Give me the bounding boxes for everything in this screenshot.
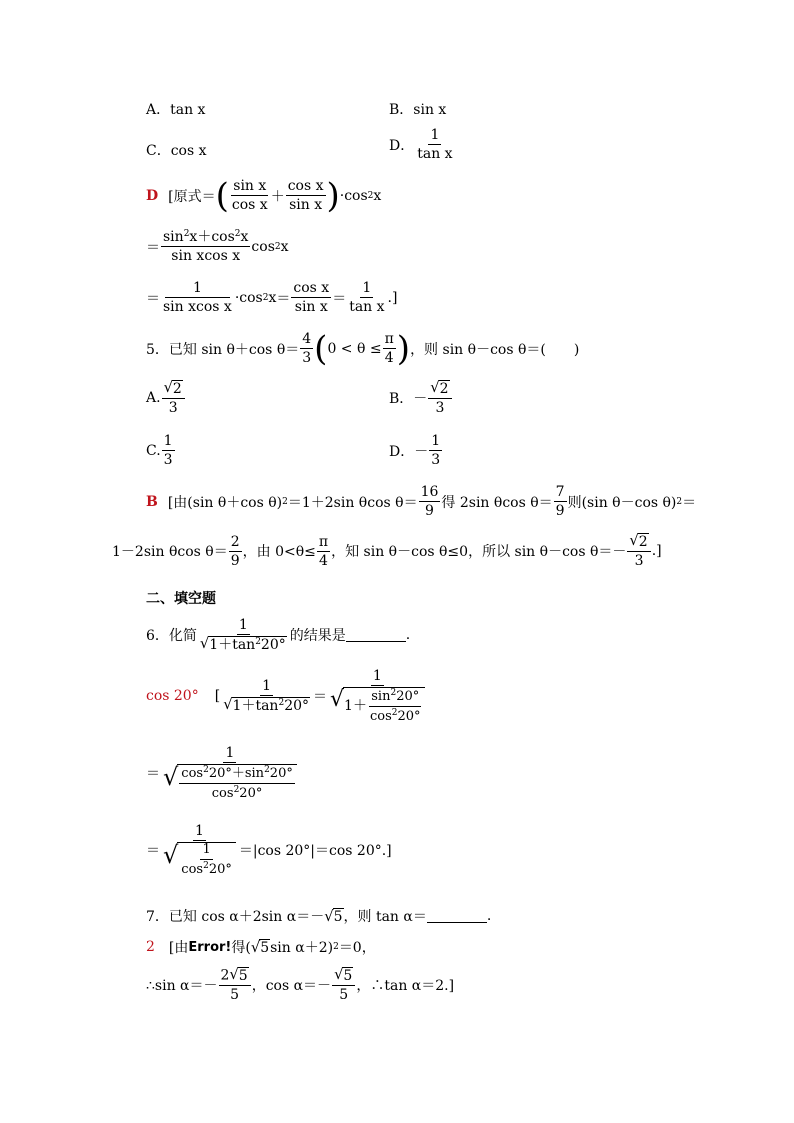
- text: 2: [220, 967, 230, 984]
- fraction: [286, 178, 326, 213]
- fraction-numerator: 1: [428, 127, 441, 145]
- fraction-numerator: cos x: [291, 280, 331, 298]
- text: ∴sin α＝－: [146, 978, 218, 995]
- radicand: [232, 697, 310, 714]
- sqrt: √ 2: [629, 532, 648, 550]
- fraction-denominator: 4: [384, 350, 394, 367]
- q5-solution-line-1: [146, 484, 696, 519]
- text: [由: [168, 940, 189, 956]
- fraction: [383, 331, 396, 366]
- radicand: 5: [333, 908, 343, 925]
- text: 得 2sin θcos θ＝: [441, 494, 553, 511]
- text: 20°: [397, 709, 421, 725]
- fraction-denominator: 9: [230, 552, 240, 569]
- text: ＝1＋2sin θcos θ＝: [287, 494, 418, 511]
- fraction: [300, 331, 313, 366]
- radicand: 2: [439, 381, 449, 397]
- fraction-denominator: [221, 696, 312, 714]
- fraction-numerator: 1: [200, 843, 212, 860]
- q5-answer: B: [146, 493, 158, 510]
- question-text: ，则 tan α＝: [343, 909, 427, 925]
- fraction-numerator: 1: [237, 617, 250, 635]
- fraction: [219, 967, 251, 1003]
- text: ＝|cos 20°|＝cos 20°.]: [238, 843, 392, 860]
- exponent: 2: [203, 861, 209, 872]
- text: sin: [163, 229, 184, 245]
- fraction: [317, 534, 330, 569]
- radicand: [343, 687, 424, 725]
- fraction-denominator: 5: [230, 987, 240, 1004]
- exponent: 2: [676, 496, 683, 507]
- text: 20°: [260, 637, 286, 654]
- plus-sign: ＋: [270, 188, 285, 205]
- text: ，知 sin θ－cos θ≤0，所以 sin θ－cos θ＝－: [331, 544, 627, 561]
- paren-right: ): [396, 328, 411, 369]
- equals-sign: ＝: [276, 290, 291, 307]
- fraction-denominator: cos x: [231, 197, 268, 214]
- exponent: 2: [367, 190, 374, 201]
- fraction: [162, 380, 185, 416]
- exponent: 2: [234, 229, 241, 239]
- q4-option-d-label: D．: [389, 137, 415, 154]
- paren-left: (: [314, 328, 328, 369]
- text: .: [405, 627, 411, 644]
- fraction: [428, 380, 451, 416]
- text: x: [280, 238, 289, 255]
- fraction: [221, 678, 312, 714]
- fraction-denominator: [368, 707, 423, 725]
- equals-sign: ＝: [146, 843, 160, 860]
- text: x: [373, 187, 382, 204]
- fraction-numerator: 1: [360, 280, 373, 298]
- exponent: 2: [233, 785, 240, 796]
- radicand: 5: [260, 939, 270, 956]
- equals-sign: ＝: [332, 290, 347, 307]
- answer-blank[interactable]: [427, 910, 487, 923]
- question-text: 的结果是: [289, 628, 346, 645]
- fraction-denominator: tan x: [349, 299, 385, 316]
- q6-stem: [146, 617, 410, 653]
- sqrt: √ $\frac{1}{\cos^220^\circ}$: [163, 842, 236, 878]
- fraction: [419, 484, 441, 519]
- exponent: 2: [333, 942, 339, 952]
- fraction-numerator: sin x: [231, 178, 268, 196]
- text: [由(sin θ＋cos θ): [167, 494, 283, 511]
- text: 1＋tan: [209, 637, 256, 654]
- fraction-numerator: 1: [260, 678, 273, 696]
- radicand: [177, 842, 236, 878]
- text: ＝0，: [338, 940, 376, 956]
- q6-solution-line-3: [146, 823, 392, 878]
- text: x: [268, 289, 277, 306]
- question-text: ，则 sin θ－cos θ＝( ): [410, 341, 580, 358]
- text: cos: [211, 786, 234, 802]
- fraction-denominator: sin xcos x: [163, 299, 232, 316]
- sqrt: √ 5: [324, 907, 343, 925]
- fraction-numerator: [161, 229, 250, 247]
- text: .]: [387, 289, 398, 306]
- error-text: Error!: [188, 939, 232, 955]
- text: ，cos α＝－: [251, 978, 332, 995]
- q7-answer: 2: [146, 939, 155, 955]
- q5-stem: [146, 328, 580, 369]
- sqrt: √ 5: [334, 966, 353, 984]
- q7-solution-line-2: [146, 967, 454, 1003]
- fraction-denominator: 3: [431, 452, 441, 469]
- exponent: 2: [203, 765, 209, 776]
- q4-solution-line-1: [146, 175, 382, 216]
- fraction-denominator: 9: [425, 503, 434, 520]
- fraction: [554, 484, 567, 519]
- text: [: [214, 688, 221, 705]
- text: 20°＋sin: [208, 766, 265, 782]
- question-text: 6．化简: [146, 628, 197, 645]
- answer-blank[interactable]: [346, 629, 406, 642]
- fraction: [229, 534, 242, 569]
- fraction-numerator: 1: [371, 668, 384, 686]
- paren-right: ): [326, 175, 340, 216]
- fraction-denominator: [161, 841, 238, 878]
- text: 20°: [239, 786, 263, 802]
- fraction-denominator: 3: [634, 553, 644, 570]
- text: ，由 0<θ≤: [242, 544, 316, 561]
- fraction-denominator: [328, 686, 427, 725]
- text: 1＋: [344, 698, 367, 715]
- fraction: [328, 668, 427, 725]
- q5-solution-line-2: [112, 533, 662, 569]
- radicand: [177, 764, 297, 802]
- fraction-numerator: 4: [300, 331, 313, 349]
- option-label: C.: [146, 442, 161, 459]
- exponent: 2: [390, 688, 397, 699]
- fraction-numerator: 16: [419, 484, 441, 502]
- fraction-numerator: [219, 967, 251, 986]
- q6-solution-line-2: [146, 745, 300, 802]
- sqrt: √ 1＋ $\frac{\sin^220^\circ}{\cos^220^\circ}$: [330, 687, 425, 725]
- equals-sign: ＝: [146, 290, 160, 307]
- fraction-denominator: tan x: [417, 146, 453, 163]
- text: ，∴tan α＝2.]: [356, 978, 455, 995]
- exponent: 2: [262, 292, 269, 303]
- fraction-denominator: 3: [302, 350, 312, 367]
- fraction: [368, 688, 423, 725]
- fraction-numerator: [179, 765, 295, 784]
- fraction-denominator: 4: [319, 552, 328, 569]
- fraction-denominator: 3: [163, 452, 173, 469]
- fraction: [161, 823, 238, 878]
- fraction-denominator: [161, 763, 299, 802]
- fraction-numerator: 2: [229, 534, 242, 552]
- radicand: 2: [638, 534, 648, 550]
- exponent: 2: [391, 708, 398, 719]
- fraction-numerator: 1: [162, 433, 175, 451]
- fraction-numerator: 1: [429, 433, 442, 451]
- q4-option-c: C．cos x: [146, 143, 207, 159]
- exponent: 2: [264, 765, 270, 776]
- text: sin: [371, 689, 391, 705]
- q4-option-a: A．tan x: [146, 102, 206, 118]
- fraction-numerator: [162, 380, 185, 399]
- text: 1－2sin θcos θ＝: [112, 544, 228, 561]
- q5-option-a: [146, 380, 186, 416]
- fraction-denominator: 5: [339, 987, 349, 1004]
- q6-solution-line-1: [146, 668, 428, 725]
- text: cos: [181, 862, 204, 878]
- fraction-numerator: [627, 533, 650, 552]
- q4-solution-open: [原式＝: [168, 188, 216, 205]
- text: x＋cos: [189, 229, 235, 245]
- q4-option-b: B．sin x: [389, 102, 447, 118]
- fraction-denominator: [210, 784, 265, 802]
- text: sin α＋2): [270, 940, 334, 956]
- exponent: 2: [282, 496, 288, 507]
- fraction: [198, 617, 289, 653]
- exponent: 2: [278, 698, 285, 709]
- fraction: [161, 280, 234, 315]
- text: ·cos: [234, 289, 263, 306]
- text: 1＋tan: [232, 698, 279, 715]
- fraction: [332, 967, 355, 1003]
- fraction-numerator: 1: [165, 280, 230, 298]
- fraction-numerator: π: [317, 534, 330, 552]
- q7-solution-line-1: [146, 937, 376, 957]
- q4-solution-line-2: [146, 229, 289, 264]
- fraction: [179, 765, 295, 802]
- sqrt: √ 2: [430, 379, 449, 397]
- equals-sign: ＝: [146, 239, 160, 256]
- fraction-numerator: [369, 688, 421, 707]
- radicand: 2: [172, 381, 182, 397]
- fraction: [291, 280, 331, 315]
- text: 0 < θ ≤: [327, 340, 382, 357]
- q4-solution-line-3: [146, 280, 397, 315]
- q5-option-b: [389, 380, 453, 416]
- sqrt: √ 5: [250, 938, 270, 956]
- text: 20°: [396, 689, 420, 705]
- q7-stem: [146, 906, 491, 926]
- exponent: 2: [183, 229, 190, 239]
- fraction-denominator: 3: [435, 400, 445, 417]
- equals-sign: ＝: [313, 689, 328, 706]
- section-heading: 二、填空题: [146, 591, 216, 607]
- sqrt: √ 5: [229, 966, 248, 984]
- fraction: [161, 229, 250, 264]
- fraction-numerator: π: [383, 331, 396, 349]
- fraction-denominator: 9: [555, 503, 565, 520]
- text: 得(: [231, 940, 251, 956]
- fraction-numerator: 7: [554, 484, 567, 502]
- fraction: [429, 433, 442, 468]
- q4-option-d-fraction: [415, 127, 454, 162]
- fraction-denominator: sin x: [289, 197, 323, 214]
- fraction: [161, 745, 299, 802]
- equals-sign: ＝: [146, 766, 160, 783]
- fraction-denominator: sin xcos x: [171, 248, 241, 265]
- text: x: [240, 229, 249, 245]
- text: cos: [369, 709, 392, 725]
- fraction: [627, 533, 650, 569]
- radicand: 5: [238, 968, 248, 984]
- text: 则(sin θ－cos θ): [567, 494, 677, 511]
- text: 20°: [269, 766, 293, 782]
- text: ＝: [682, 494, 697, 511]
- q4-answer: D: [146, 187, 159, 204]
- fraction-denominator: [198, 635, 289, 653]
- q5-option-c: [146, 433, 176, 468]
- fraction-denominator: 3: [168, 400, 178, 417]
- exponent: 2: [274, 241, 281, 252]
- fraction-denominator: [179, 860, 234, 878]
- option-label: A.: [146, 390, 161, 407]
- text: 20°: [284, 698, 310, 715]
- option-label: D．－: [389, 443, 429, 460]
- fraction: [162, 433, 175, 468]
- sqrt: √ $1+\tan^220^\circ$: [223, 696, 310, 715]
- text: cos: [251, 238, 275, 255]
- text: 20°: [208, 862, 232, 878]
- option-label: B．－: [389, 391, 428, 408]
- fraction: [347, 280, 386, 315]
- fraction-numerator: 1: [223, 745, 236, 763]
- text: cos: [181, 766, 204, 782]
- question-text: 5．已知 sin θ＋cos θ＝: [146, 341, 300, 358]
- fraction-numerator: [428, 380, 451, 399]
- text: .: [486, 908, 492, 924]
- sqrt: √ 2: [163, 379, 182, 397]
- fraction-numerator: [332, 967, 355, 986]
- sqrt: √ $1+\tan^220^\circ$: [199, 635, 286, 654]
- fraction-numerator: cos x: [286, 178, 326, 196]
- fraction: [230, 178, 270, 213]
- fraction: [179, 843, 234, 878]
- question-text: 7．已知 cos α＋2sin α＝－: [146, 909, 325, 925]
- exponent: 2: [255, 637, 261, 648]
- q5-option-d: [389, 433, 443, 468]
- sqrt: √ $\frac{\cos^220^\circ+\sin^220^\circ}{\cos^220^\circ}$: [163, 764, 297, 802]
- radicand: [208, 636, 286, 653]
- text: ·cos: [339, 187, 368, 204]
- text: .]: [651, 543, 662, 560]
- q4-option-d: [389, 127, 456, 162]
- paren-left: (: [215, 175, 229, 216]
- fraction-numerator: 1: [193, 823, 206, 841]
- q6-answer: cos 20°: [146, 688, 199, 705]
- fraction-denominator: sin x: [294, 299, 328, 316]
- radicand: 5: [343, 968, 353, 984]
